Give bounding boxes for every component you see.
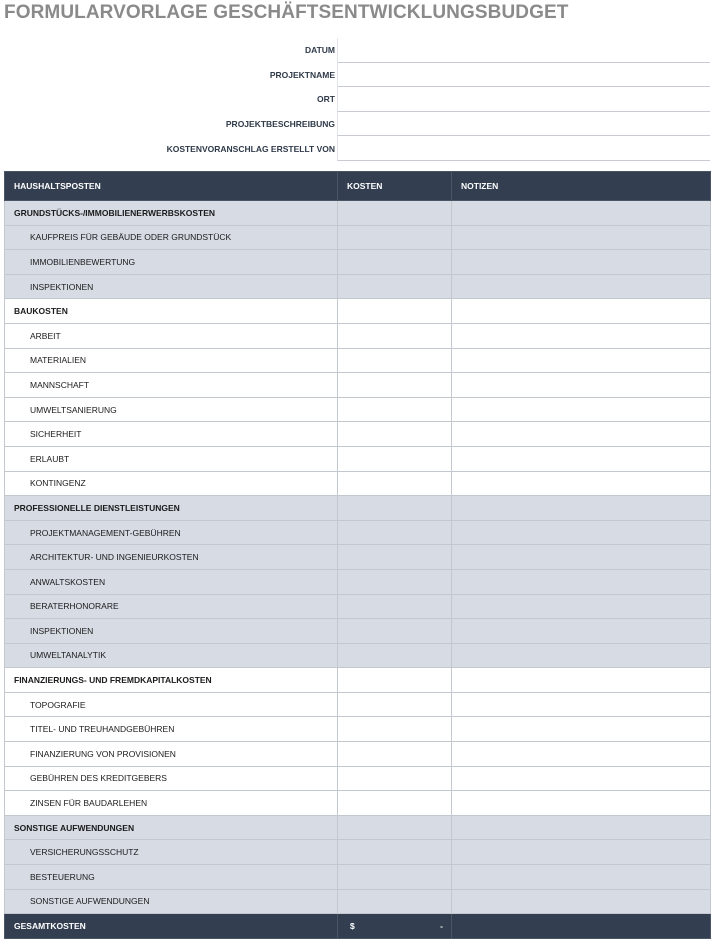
table-header-row: [5, 172, 711, 201]
notes-cell[interactable]: [452, 815, 711, 840]
meta-value-field[interactable]: [337, 38, 710, 63]
category-row: [5, 496, 711, 521]
table-row: [5, 766, 711, 791]
item-name: TOPOGRAFIE: [5, 692, 338, 717]
header-cost: KOSTEN: [338, 172, 452, 201]
notes-cell[interactable]: [452, 692, 711, 717]
total-row: [5, 914, 711, 939]
cost-cell[interactable]: [338, 742, 452, 767]
cost-cell[interactable]: [338, 397, 452, 422]
table-row: [5, 348, 711, 373]
item-name: KONTINGENZ: [5, 471, 338, 496]
meta-label: PROJEKTBESCHREIBUNG: [225, 119, 335, 130]
meta-label: ORT: [317, 94, 335, 105]
cost-cell[interactable]: [338, 373, 452, 398]
project-info: [0, 38, 713, 161]
cost-cell[interactable]: [338, 791, 452, 816]
notes-cell[interactable]: [452, 496, 711, 521]
notes-cell[interactable]: [452, 717, 711, 742]
meta-label: KOSTENVORANSCHLAG ERSTELLT VON: [166, 143, 335, 154]
item-name: INSPEKTIONEN: [5, 619, 338, 644]
table-row: [5, 865, 711, 890]
table-row: [5, 742, 711, 767]
cost-cell[interactable]: [338, 496, 452, 521]
notes-cell[interactable]: [452, 766, 711, 791]
item-name: IMMOBILIENBEWERTUNG: [5, 250, 338, 275]
notes-cell[interactable]: [452, 840, 711, 865]
meta-value-field[interactable]: [337, 87, 710, 112]
category-row: [5, 201, 711, 226]
cost-cell[interactable]: [338, 643, 452, 668]
cost-cell[interactable]: [338, 446, 452, 471]
cost-cell[interactable]: [338, 594, 452, 619]
cost-cell[interactable]: [338, 422, 452, 447]
cost-cell[interactable]: [338, 250, 452, 275]
cost-cell[interactable]: [338, 201, 452, 226]
table-row: [5, 520, 711, 545]
category-row: [5, 299, 711, 324]
notes-cell[interactable]: [452, 742, 711, 767]
item-name: FINANZIERUNG VON PROVISIONEN: [5, 742, 338, 767]
cost-cell[interactable]: [338, 668, 452, 693]
cost-cell[interactable]: [338, 865, 452, 890]
item-name: ERLAUBT: [5, 446, 338, 471]
notes-cell[interactable]: [452, 520, 711, 545]
notes-cell[interactable]: [452, 471, 711, 496]
notes-cell[interactable]: [452, 348, 711, 373]
item-name: KAUFPREIS FÜR GEBÄUDE ODER GRUNDSTÜCK: [5, 225, 338, 250]
header-notes: NOTIZEN: [452, 172, 711, 201]
item-name: MANNSCHAFT: [5, 373, 338, 398]
meta-value-field[interactable]: [337, 112, 710, 137]
table-row: [5, 569, 711, 594]
table-row: [5, 643, 711, 668]
cost-cell[interactable]: [338, 889, 452, 914]
cost-cell[interactable]: [338, 348, 452, 373]
table-row: [5, 274, 711, 299]
table-row: [5, 594, 711, 619]
cost-cell[interactable]: [338, 692, 452, 717]
notes-cell[interactable]: [452, 668, 711, 693]
notes-cell[interactable]: [452, 323, 711, 348]
item-name: SONSTIGE AUFWENDUNGEN: [5, 815, 338, 840]
notes-cell[interactable]: [452, 201, 711, 226]
item-name: BESTEUERUNG: [5, 865, 338, 890]
notes-cell[interactable]: [452, 889, 711, 914]
table-row: [5, 373, 711, 398]
table-row: [5, 791, 711, 816]
budget-table: [4, 171, 711, 939]
item-name: UMWELTANALYTIK: [5, 643, 338, 668]
table-row: [5, 323, 711, 348]
notes-cell[interactable]: [452, 594, 711, 619]
notes-cell[interactable]: [452, 791, 711, 816]
item-name: ZINSEN FÜR BAUDARLEHEN: [5, 791, 338, 816]
item-name: ARCHITEKTUR- UND INGENIEURKOSTEN: [5, 545, 338, 570]
item-name: MATERIALIEN: [5, 348, 338, 373]
table-row: [5, 840, 711, 865]
table-row: [5, 889, 711, 914]
cost-cell[interactable]: [338, 815, 452, 840]
total-label: GESAMTKOSTEN: [5, 914, 338, 939]
cost-cell[interactable]: [338, 471, 452, 496]
category-row: [5, 815, 711, 840]
meta-row: [0, 87, 713, 112]
meta-value-field[interactable]: [337, 63, 710, 88]
table-row: [5, 446, 711, 471]
item-name: ANWALTSKOSTEN: [5, 569, 338, 594]
item-name: INSPEKTIONEN: [5, 274, 338, 299]
table-row: [5, 225, 711, 250]
notes-cell[interactable]: [452, 569, 711, 594]
item-name: BAUKOSTEN: [5, 299, 338, 324]
notes-cell[interactable]: [452, 446, 711, 471]
meta-row: [0, 38, 713, 63]
item-name: ARBEIT: [5, 323, 338, 348]
notes-cell[interactable]: [452, 225, 711, 250]
table-row: [5, 619, 711, 644]
cost-cell[interactable]: [338, 840, 452, 865]
notes-cell[interactable]: [452, 250, 711, 275]
item-name: TITEL- UND TREUHANDGEBÜHREN: [5, 717, 338, 742]
cost-cell[interactable]: [338, 569, 452, 594]
notes-cell[interactable]: [452, 619, 711, 644]
cost-cell[interactable]: [338, 274, 452, 299]
cost-cell[interactable]: [338, 520, 452, 545]
table-row: [5, 397, 711, 422]
header-item: HAUSHALTSPOSTEN: [5, 172, 338, 201]
category-row: [5, 668, 711, 693]
total-value: -: [440, 921, 443, 932]
cost-cell[interactable]: [338, 299, 452, 324]
total-cost: [338, 914, 452, 939]
item-name: BERATERHONORARE: [5, 594, 338, 619]
item-name: UMWELTSANIERUNG: [5, 397, 338, 422]
page-title: FORMULARVORLAGE GESCHÄFTSENTWICKLUNGSBUDGET: [4, 2, 569, 23]
table-row: [5, 692, 711, 717]
total-notes: [452, 914, 711, 939]
cost-cell[interactable]: [338, 717, 452, 742]
cost-cell[interactable]: [338, 766, 452, 791]
notes-cell[interactable]: [452, 397, 711, 422]
currency-symbol: $: [350, 921, 355, 932]
item-name: GRUNDSTÜCKS-/IMMOBILIENERWERBSKOSTEN: [5, 201, 338, 226]
table-row: [5, 471, 711, 496]
item-name: GEBÜHREN DES KREDITGEBERS: [5, 766, 338, 791]
notes-cell[interactable]: [452, 422, 711, 447]
notes-cell[interactable]: [452, 545, 711, 570]
table-row: [5, 545, 711, 570]
cost-cell[interactable]: [338, 619, 452, 644]
item-name: VERSICHERUNGSSCHUTZ: [5, 840, 338, 865]
item-name: SICHERHEIT: [5, 422, 338, 447]
meta-row: [0, 63, 713, 88]
meta-row: [0, 136, 713, 161]
cost-cell[interactable]: [338, 225, 452, 250]
meta-label: DATUM: [304, 45, 335, 56]
cost-cell[interactable]: [338, 323, 452, 348]
item-name: PROFESSIONELLE DIENSTLEISTUNGEN: [5, 496, 338, 521]
table-row: [5, 250, 711, 275]
meta-value-field[interactable]: [337, 136, 710, 161]
meta-label: PROJEKTNAME: [269, 69, 335, 80]
table-row: [5, 717, 711, 742]
notes-cell[interactable]: [452, 865, 711, 890]
meta-row: [0, 112, 713, 137]
table-row: [5, 422, 711, 447]
item-name: PROJEKTMANAGEMENT-GEBÜHREN: [5, 520, 338, 545]
notes-cell[interactable]: [452, 299, 711, 324]
item-name: SONSTIGE AUFWENDUNGEN: [5, 889, 338, 914]
cost-cell[interactable]: [338, 545, 452, 570]
notes-cell[interactable]: [452, 274, 711, 299]
notes-cell[interactable]: [452, 373, 711, 398]
item-name: FINANZIERUNGS- UND FREMDKAPITALKOSTEN: [5, 668, 338, 693]
notes-cell[interactable]: [452, 643, 711, 668]
